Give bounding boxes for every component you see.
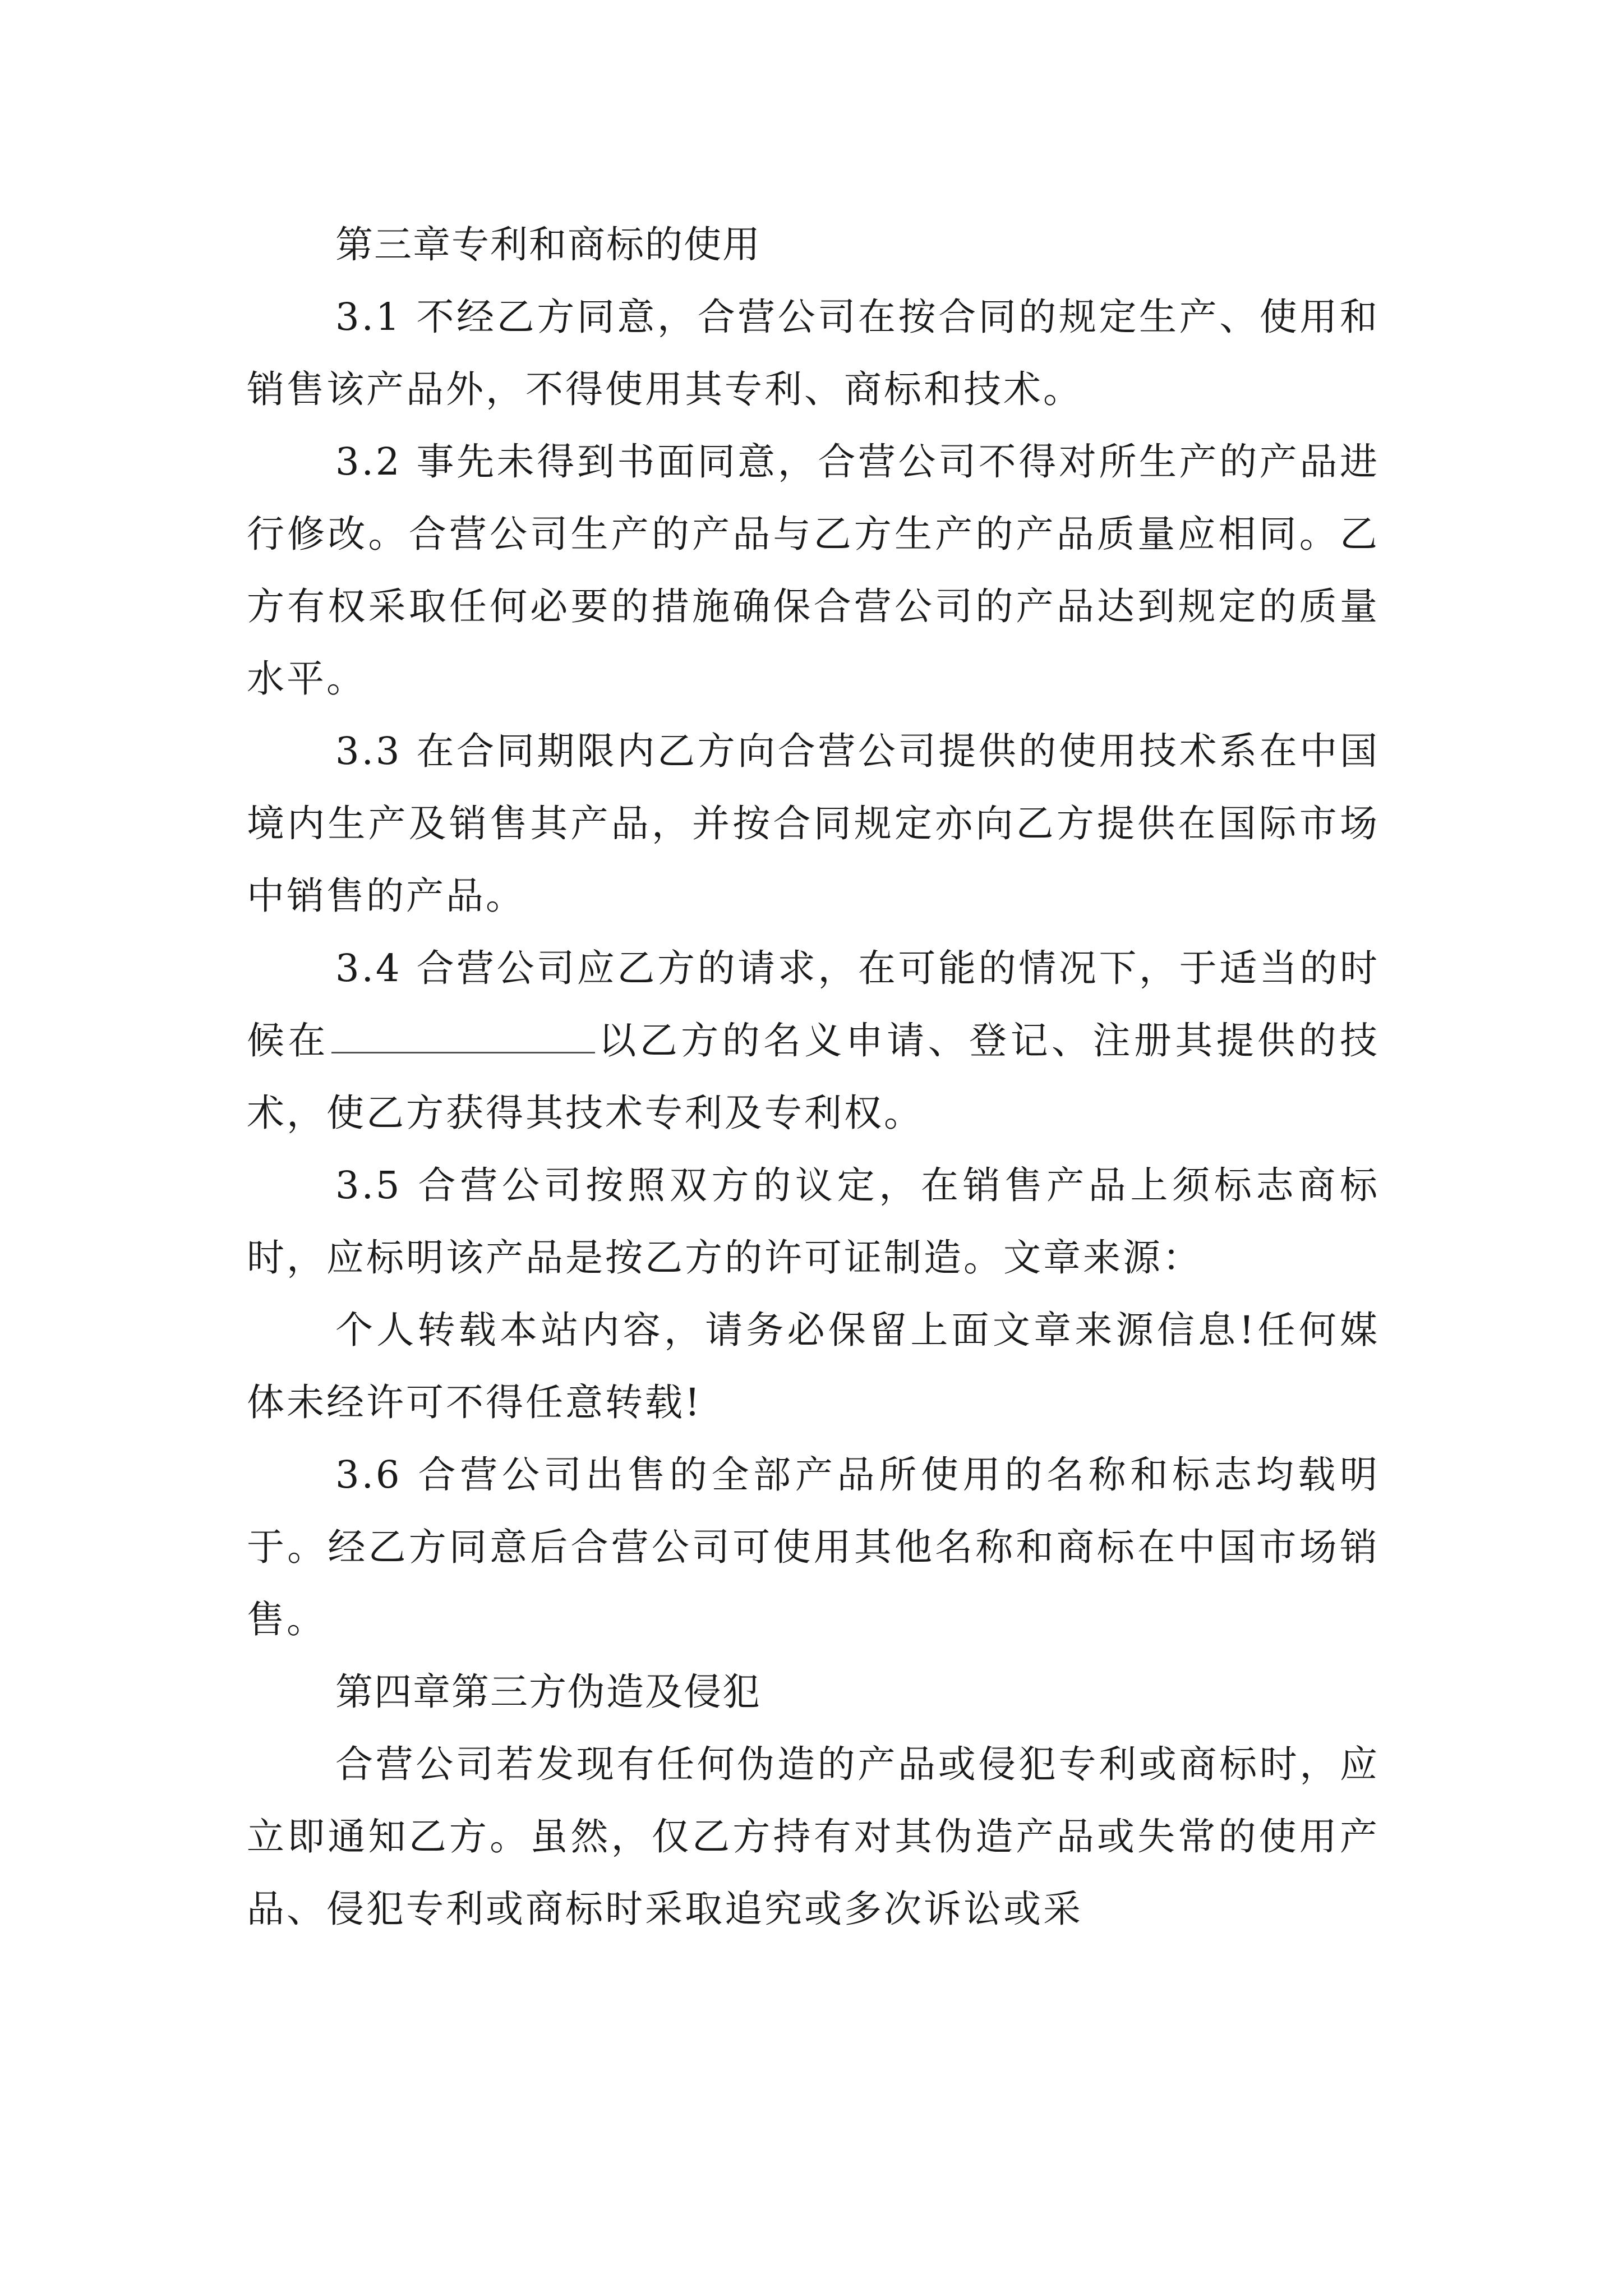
clause-3-5: 3.5 合营公司按照双方的议定，在销售产品上须标志商标时，应标明该产品是按乙方的许可证制造。文章来源：: [247, 1163, 1380, 1280]
clause-3-4-text-before: 3.4 合营公司应乙方的请求，在可能的情况下，于适当的时候在: [247, 946, 1380, 1062]
chapter-3-heading: 第三章专利和商标的使用: [335, 223, 761, 266]
clause-3-2: 3.2 事先未得到书面同意，合营公司不得对所生产的产品进行修改。合营公司生产的产品与乙方生产的产品质量应相同。乙方有权采取任何必要的措施确保合营公司的产品达到规定的质量水平。: [247, 440, 1380, 701]
reprint-notice: 个人转载本站内容，请务必保留上面文章来源信息!任何媒体未经许可不得任意转载!: [247, 1308, 1380, 1424]
clause-4-1: 合营公司若发现有任何伪造的产品或侵犯专利或商标时，应立即通知乙方。虽然，仅乙方持有对其伪造产品或失常的使用产品、侵犯专利或商标时采取追究或多次诉讼或采: [247, 1742, 1380, 1931]
document-body: [247, 209, 1380, 1945]
chapter-4-heading: 第四章第三方伪造及侵犯: [335, 1670, 761, 1714]
clause-3-1: 3.1 不经乙方同意，合营公司在按合同的规定生产、使用和销售该产品外，不得使用其专利、商标和技术。: [247, 295, 1380, 411]
clause-3-4: [247, 932, 1380, 1149]
fill-in-blank: [331, 1018, 595, 1053]
clause-3-3: 3.3 在合同期限内乙方向合营公司提供的使用技术系在中国境内生产及销售其产品，并按合同规定亦向乙方提供在国际市场中销售的产品。: [247, 729, 1380, 918]
clause-3-6: 3.6 合营公司出售的全部产品所使用的名称和标志均载明于。经乙方同意后合营公司可使用其他名称和商标在中国市场销售。: [247, 1453, 1380, 1641]
clause-3-4-text-after: 以乙方的名义申请、登记、注册其提供的技术，使乙方获得其技术专利及专利权。: [247, 1019, 1380, 1135]
